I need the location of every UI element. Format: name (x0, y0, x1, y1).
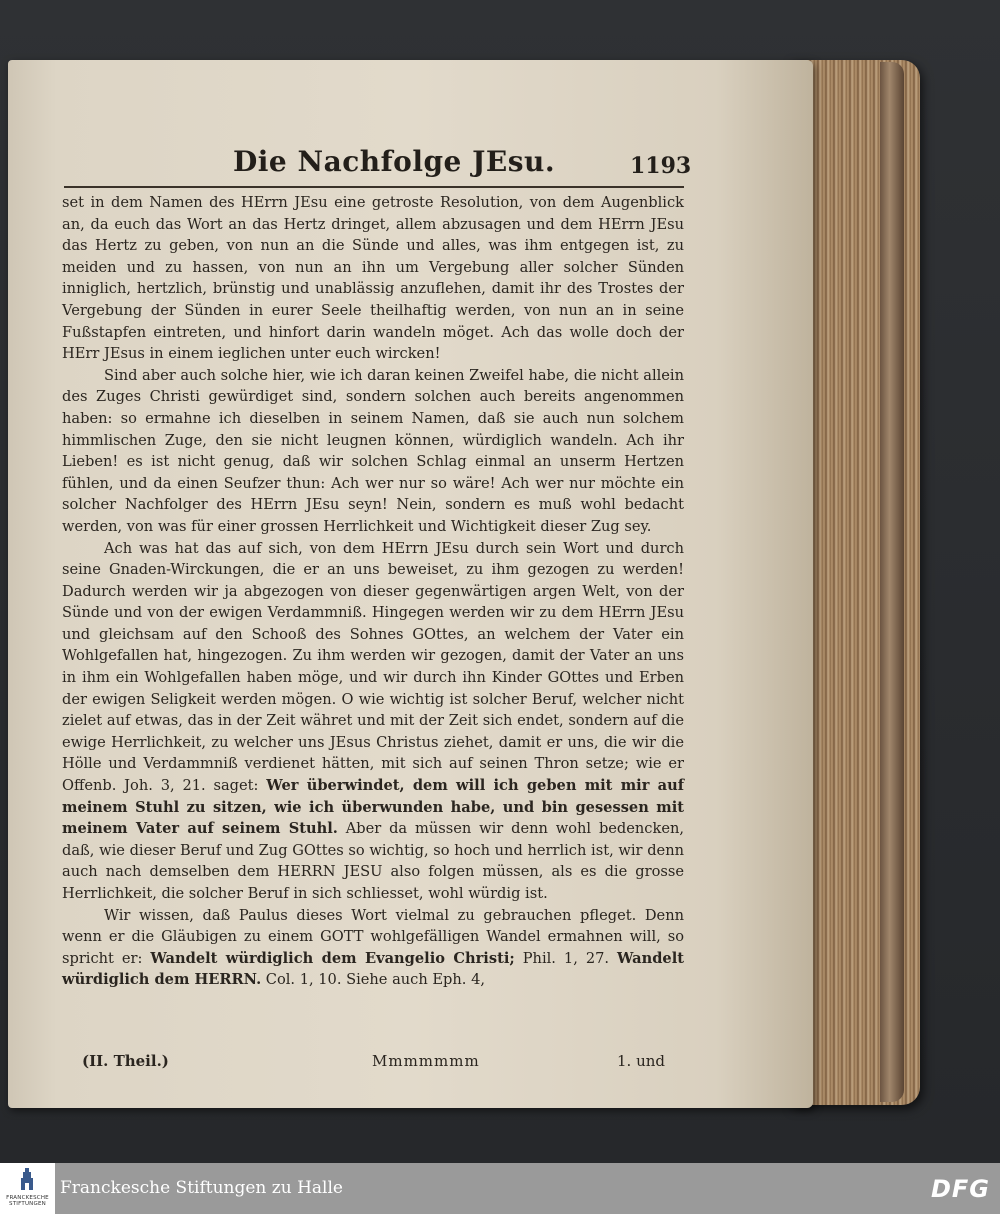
paragraph-text: Ach was hat das auf sich, von dem HErrn JEsu durch sein Wort und durch seine Gnaden-Wirckungen, die er an uns beweiset, zu ihm gezogen zu werden! Dadurch werden wir ja abgezogen von dieser gegenwärtigen argen Welt, von der Sünde und von der ewigen Verdammniß. Hingegen werden wir zu dem HErrn JEsu und gleichsam auf den Schooß des Sohnes GOttes, an welchem der Vater ein Wohlgefallen hat, hingezogen. Zu ihm werden wir gezogen, damit der Vater an uns in ihm ein Wohlgefallen haben möge, und wir durch ihn Kinder GOttes und Erben der ewigen Seligkeit werden mögen. O wie wichtig ist solcher Beruf, welcher nicht zielet auf etwas, das in der Zeit währet und mit der Zeit sich endet, sondern auf die ewige Herrlichkeit, zu welcher uns JEsus Christus ziehet, damit er uns, die wir die Hölle und Verdammniß verdienet hätten, mit sich auf seinen Thron setze; wie er Offenb. Joh. 3, 21. saget: (62, 539, 684, 795)
emphasized-quote: Wandelt würdiglich dem HERRN. (62, 949, 684, 989)
body-text (62, 192, 684, 991)
paragraph (62, 538, 684, 905)
emphasized-quote: Wandelt würdiglich dem Evangelio Christi; (150, 949, 515, 967)
header-rule (64, 186, 684, 188)
paragraph-text: Wir wissen, daß Paulus dieses Wort vielmal zu gebrauchen pfleget. Denn wenn er die Gläubigen zu einem GOTT wohlgefälligen Wandel ermahnen will, so spricht er: (62, 906, 684, 967)
paragraph: set in dem Namen des HErrn JEsu eine getroste Resolution, von dem Augenblick an, da euch das Wort an das Hertz dringet, allem abzusagen und dem HErrn JEsu das Hertz zu geben, von nun an die Sünde und alles, was ihm entgegen ist, zu meiden und zu hassen, von nun an ihn um Vergebung aller solcher Sünden inniglich, hertzlich, brünstig und unablässig anzuflehen, damit ihr des Trostes der Vergebung der Sünden in eurer Seele theilhaftig werden, von nun an in seine Fußstapfen eintreten, und hinfort darin wandeln möget. Ach das wolle doch der HErr JEsus in einem ieglichen unter euch wircken! (62, 194, 684, 363)
logo-text: FRANCKESCHE STIFTUNGEN (6, 1195, 49, 1207)
running-head: Die Nachfolge JEsu. (233, 145, 556, 178)
institution-logo[interactable] (0, 1163, 55, 1214)
signature-mark: Mmmmmmm (372, 1052, 480, 1070)
dfg-logo[interactable]: DFG (930, 1175, 990, 1203)
book-page (8, 60, 813, 1108)
book-cover-edge (880, 62, 904, 1102)
institution-name[interactable]: Franckesche Stiftungen zu Halle (60, 1178, 343, 1198)
paragraph (62, 905, 684, 991)
catchword: 1. und (617, 1052, 666, 1070)
paragraph-text: Aber da müssen wir denn wohl bedencken, daß, wie dieser Beruf und Zug GOttes so wichtig, so hoch und herrlich ist, wir denn auch nach demselben dem HERRN JESU also folgen müssen, als es die grosse Herrlichkeit, die solcher Beruf in sich schliesset, wohl würdig ist. (62, 820, 684, 902)
citation: Phil. 1, 27. (522, 949, 610, 967)
orphanage-emblem-icon (20, 1168, 34, 1190)
emphasized-quote: Wer überwindet, dem will ich geben mit mir auf meinem Stuhl zu sitzen, wie ich überwunden habe, und bin gesessen mit meinem Vater auf seinem Stuhl. (62, 777, 684, 838)
page-number: 1193 (630, 153, 692, 179)
viewer-footer-bar (0, 1163, 1000, 1214)
citation: Col. 1, 10. Siehe auch Eph. 4, (265, 971, 485, 989)
part-label: (II. Theil.) (82, 1052, 169, 1070)
paragraph: Sind aber auch solche hier, wie ich daran keinen Zweifel habe, die nicht allein des Zuges Christi gewürdiget sind, sondern solchen auch bereits angenommen haben: so ermahne ich dieselben in seinem Namen, daß sie auch nun solchem himmlischen Zuge, den sie nicht leugnen können, würdiglich wandeln. Ach ihr Lieben! es ist nicht genug, daß wir solchen Schlag einmal an unserm Hertzen fühlen, und da einen Seufzer thun: Ach wer nur so wäre! Ach wer nur möchte ein solcher Nachfolger des HErrn JEsu seyn! Nein, sondern es muß wohl bedacht werden, von was für einer grossen Herrlichkeit und Wichtigkeit dieser Zug sey. (62, 366, 684, 535)
